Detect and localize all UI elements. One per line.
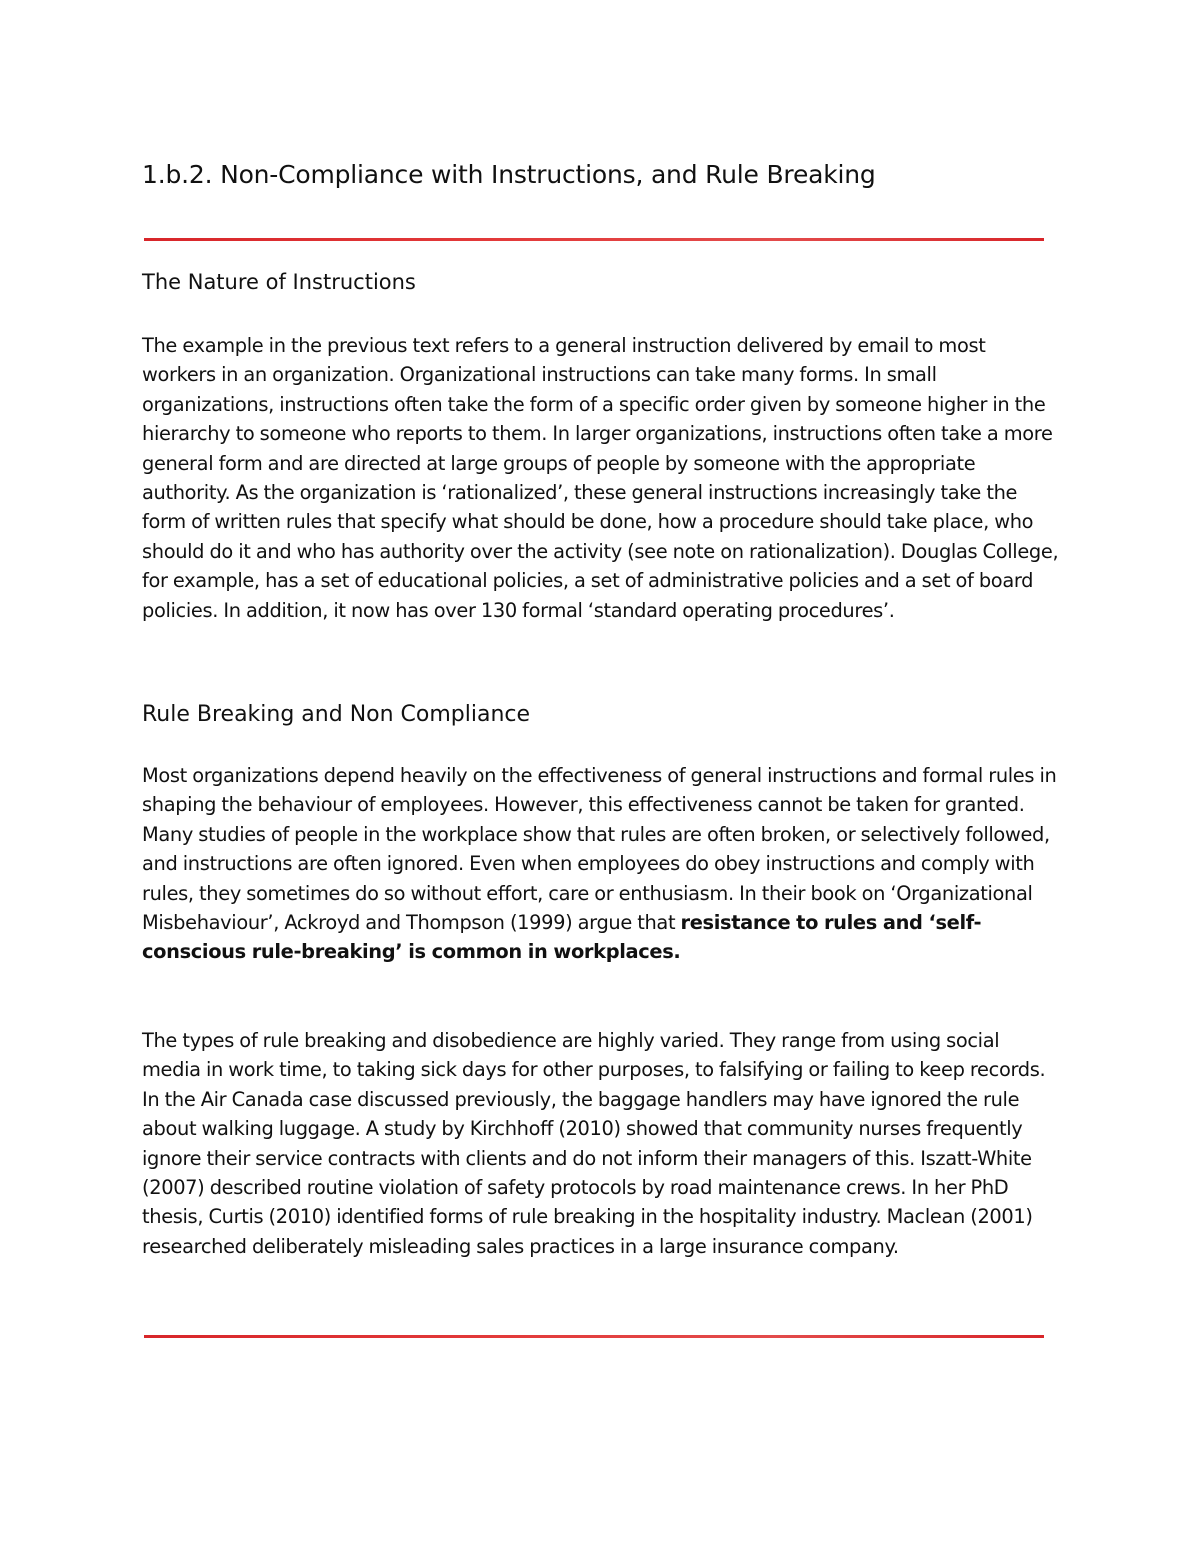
emphasized-period: . (673, 940, 681, 964)
section-heading-rule-breaking: Rule Breaking and Non Compliance (142, 702, 531, 727)
top-divider (144, 238, 1044, 241)
bottom-divider (144, 1335, 1044, 1338)
paragraph-types-of-rule-breaking: The types of rule breaking and disobedience are highly varied. They range from using social media in work time, to taking sick days for other purposes, to falsifying or failing to keep records. In the Air Canada case discussed previously, the baggage handlers may have ignored the rule about walking luggage. A study by Kirchhoff (2010) showed that community nurses frequently ignore their service contracts with clients and do not inform their managers of this. Iszatt-White (2007) described routine violation of safety protocols by road maintenance crews. In her PhD thesis, Curtis (2010) identified forms of rule breaking in the hospitality industry. Maclean (2001) researched deliberately misleading sales practices in a large insurance company. (142, 1029, 1046, 1258)
document-title: 1.b.2. Non-Compliance with Instructions, and Rule Breaking (142, 160, 876, 189)
paragraph-rule-breaking-intro (142, 761, 1062, 967)
emphasized-text: resistance to rules and ‘self-conscious rule-breaking’ is common in workplaces (142, 911, 982, 964)
section-heading-nature-of-instructions: The Nature of Instructions (142, 270, 416, 294)
paragraph-nature-of-instructions: The example in the previous text refers to a general instruction delivered by email to most workers in an organization. Organizational instructions can take many forms. In small organizations, instructions often take the form of a specific order given by someone higher in the hierarchy to someone who reports to them. In larger organizations, instructions often take a more general form and are directed at large groups of people by someone with the appropriate authority. As the organization is ‘rationalized’, these general instructions increasingly take the form of written rules that specify what should be done, how a procedure should take place, who should do it and who has authority over the activity (see note on rationalization). Douglas College, for example, has a set of educational policies, a set of administrative policies and a set of board policies. In addition, it now has over 130 formal ‘standard operating procedures’. (142, 334, 1059, 622)
paragraph-text: Most organizations depend heavily on the effectiveness of general instructions and formal rules in shaping the behaviour of employees. However, this effectiveness cannot be taken for granted. Many studies of people in the workplace show that rules are often broken, or selectively followed, and instructions are often ignored. Even when employees do obey instructions and comply with rules, they sometimes do so without effort, care or enthusiasm. In their book on ‘Organizational Misbehaviour’, Ackroyd and Thompson (1999) argue that (142, 764, 1057, 935)
